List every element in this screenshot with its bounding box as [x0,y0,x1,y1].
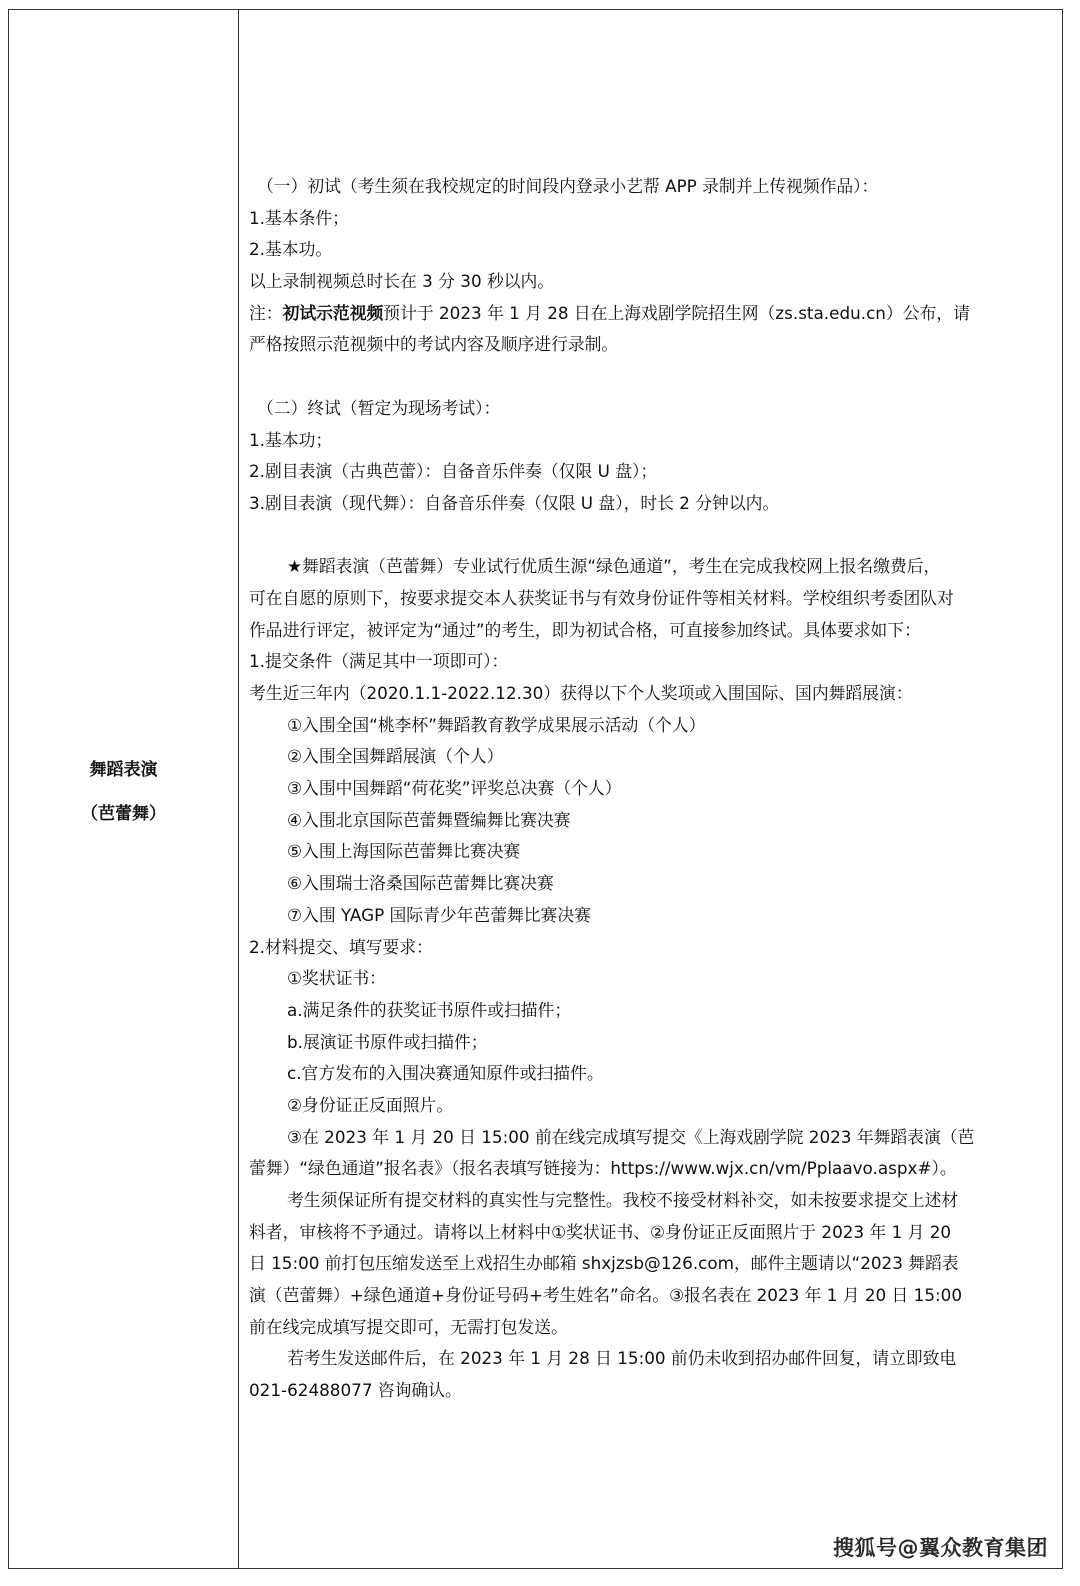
registration-form-note-cont: 蕾舞）“绿色通道”报名表》（报名表填写链接为：https://www.wjx.cn/vm/Pplaavo.aspx#）。 [249,1158,957,1179]
condition-intro: 考生近三年内（2020.1.1-2022.12.30）获得以下个人奖项或入围国际、国内舞蹈展演： [249,683,913,703]
guarantee-paragraph: 前在线完成填写提交即可，无需打包发送。 [249,1316,568,1337]
award-item: ④入围北京国际芭蕾舞暨编舞比赛决赛 [287,809,571,830]
major-title: 舞蹈表演 [89,760,158,780]
list-item: 1.基本功； [249,429,333,450]
column-divider [238,10,239,1568]
guarantee-paragraph: 料者，审核将不予通过。请将以上材料中①奖状证书、②身份证正反面照片于 2023 年 1 月 20 [249,1221,952,1242]
contact-paragraph: 021-62488077 咨询确认。 [249,1380,462,1401]
final-heading: （二）终试（暂定为现场考试）： [257,397,501,418]
material-item: ②身份证正反面照片。 [287,1094,454,1115]
list-item: 2.剧目表演（古典芭蕾）：自备音乐伴奏（仅限 U 盘）； [249,461,658,482]
demo-video-note-cont: 严格按照示范视频中的考试内容及顺序进行录制。 [249,334,619,355]
material-item: b.展演证书原件或扫描件； [287,1031,488,1052]
guarantee-paragraph: 日 15:00 前打包压缩发送至上戏招生办邮箱 shxjzsb@126.com，邮件主题请以“2023 舞蹈表 [249,1253,959,1274]
award-item: ⑦入围 YAGP 国际青少年芭蕾舞比赛决赛 [287,904,591,925]
material-item: ①奖状证书： [287,968,386,989]
spacer [249,520,1055,552]
award-item: ⑤入围上海国际芭蕾舞比赛决赛 [287,841,521,862]
condition-heading: 1.提交条件（满足其中一项即可）： [249,651,509,672]
material-item: a.满足条件的获奖证书原件或扫描件； [287,999,572,1020]
spacer [249,361,1055,393]
duration-note: 以上录制视频总时长在 3 分 30 秒以内。 [249,271,555,292]
green-channel-intro: 可在自愿的原则下，按要求提交本人获奖证书与有效身份证件等相关材料。学校组织考委团队对 [249,587,954,608]
preliminary-heading: （一）初试（考生须在我校规定的时间段内登录小艺帮 APP 录制并上传视频作品）： [257,176,879,196]
list-item: 3.剧目表演（现代舞）：自备音乐伴奏（仅限 U 盘），时长 2 分钟以内。 [249,492,780,513]
sohu-watermark: 搜狐号@翼众教育集团 [833,1536,1048,1560]
award-item: ⑥入围瑞士洛桑国际芭蕾舞比赛决赛 [287,873,554,894]
guarantee-paragraph: 考生须保证所有提交材料的真实性与完整性。我校不接受材料补交，如未按要求提交上述材 [287,1190,959,1210]
green-channel-intro: 作品进行评定，被评定为“通过”的考生，即为初试合格，可直接参加终试。具体要求如下： [249,619,921,640]
note-bold-text: 初试示范视频 [282,302,384,323]
demo-video-note [249,298,1055,330]
contact-paragraph: 若考生发送邮件后，在 2023 年 1 月 28 日 15:00 前仍未收到招办邮件回复，请立即致电 [287,1348,957,1369]
award-item: ③入围中国舞蹈“荷花奖”评奖总决赛（个人） [287,778,622,799]
award-item: ①入围全国“桃李杯”舞蹈教育教学成果展示活动（个人） [287,714,706,735]
guarantee-paragraph: 演（芭蕾舞）+绿色通道+身份证号码+考生姓名”命名。③报名表在 2023 年 1 月 20 日 15:00 [249,1285,963,1306]
material-item: c.官方发布的入围决赛通知原件或扫描件。 [287,1063,604,1084]
registration-form-note: ③在 2023 年 1 月 20 日 15:00 前在线完成填写提交《上海戏剧学院 2023 年舞蹈表演（芭 [287,1126,975,1147]
note-rest-text: 预计于 2023 年 1 月 28 日在上海戏剧学院招生网（zs.sta.edu.cn）公布，请 [383,302,970,323]
green-channel-intro: ★舞蹈表演（芭蕾舞）专业试行优质生源“绿色通道”，考生在完成我校网上报名缴费后， [287,556,941,577]
material-heading: 2.材料提交、填写要求： [249,936,433,957]
list-item: 1.基本条件； [249,207,349,228]
list-item: 2.基本功。 [249,239,333,260]
note-prefix: 注： [249,302,283,323]
major-subtitle: （芭蕾舞） [81,804,166,824]
requirements-content [249,171,1055,1407]
requirements-table [8,9,1063,1569]
award-item: ②入围全国舞蹈展演（个人） [287,746,504,767]
